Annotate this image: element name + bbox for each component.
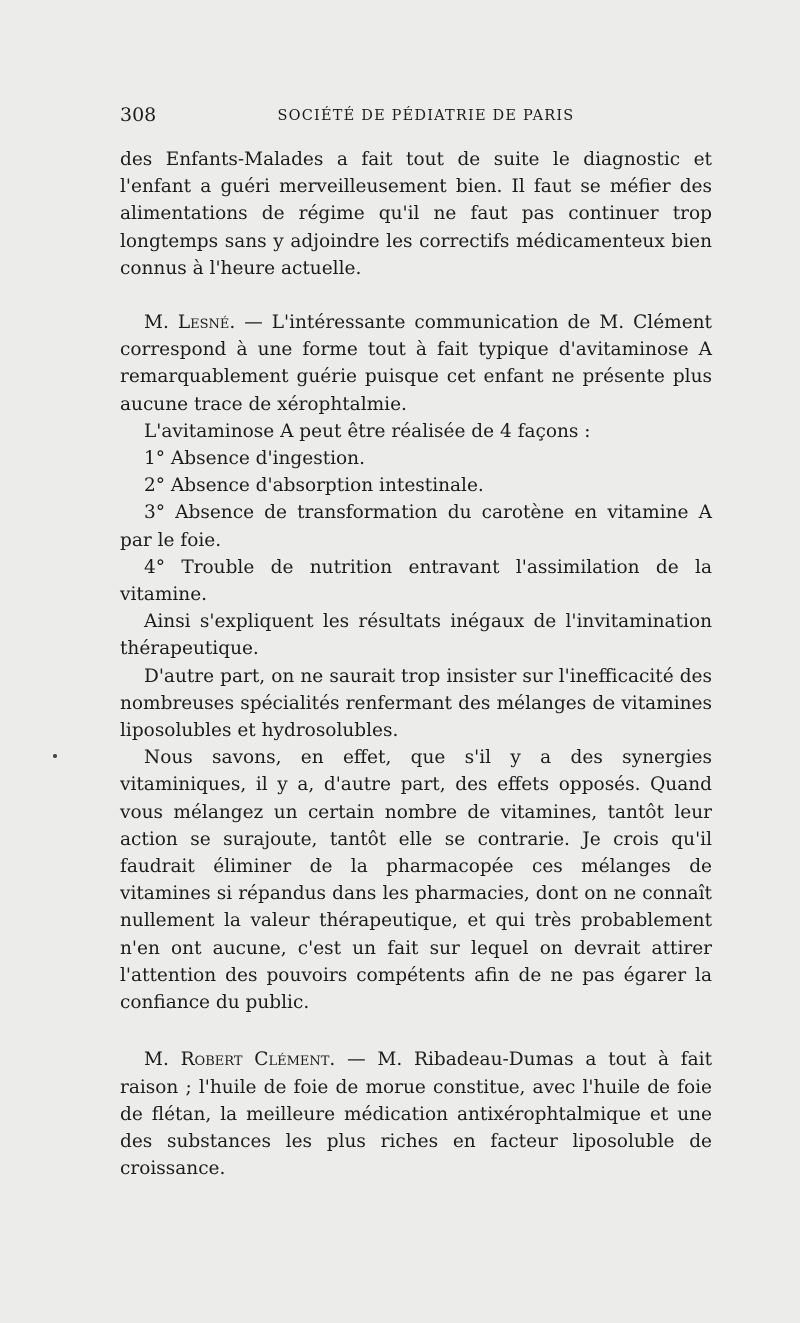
body-text (120, 146, 712, 1182)
paragraph: L'avitaminose A peut être réalisée de 4 façons : (144, 420, 591, 442)
paragraph: D'autre part, on ne saurait trop insister sur l'inefficacité des nombreuses spécialités renfermant des mélanges de vitamines liposolubles et hydrosolubles. (120, 665, 712, 742)
paragraph-text: — M. Ribadeau-Dumas a tout à fait raison ; l'huile de foie de morue constitue, avec l'huile de foie de flétan, la meilleure médication antixérophtalmique et une des substances les plus riches en facteur liposoluble de croissance. (120, 1049, 713, 1180)
running-title: SOCIÉTÉ DE PÉDIATRIE DE PARIS (277, 108, 575, 124)
page-number: 308 (120, 104, 157, 126)
list-item: 4° Trouble de nutrition entravant l'assimilation de la vitamine. (120, 556, 712, 606)
paragraph: Ainsi s'expliquent les résultats inégaux de l'invitamination thérapeutique. (120, 611, 712, 660)
paragraph-text: — L'intéressante communication de M. Clément correspond à une forme tout à fait typique d'avitaminose A remarquablement guérie puisque cet enfant ne présente plus aucune trace de xérophtalmie. (120, 312, 712, 415)
paragraph (120, 1046, 712, 1182)
margin-dot (53, 754, 57, 758)
speaker-name: M. Robert Clément. (144, 1049, 336, 1071)
list-item: 1° Absence d'ingestion. (144, 448, 365, 470)
list-item: 2° Absence d'absorption intestinale. (144, 475, 484, 497)
paragraph: Nous savons, en effet, que s'il y a des synergies vitaminiques, il y a, d'autre part, des effets opposés. Quand vous mélangez un certain nombre de vitamines, tantôt leur action se surajoute, tantôt elle se contrarie. Je crois qu'il faudrait éliminer de la pharmacopée ces mélanges de vitamines si répandus dans les pharmacies, dont on ne connaît nullement la valeur thérapeutique, et qui très probablement n'en ont aucune, c'est un fait sur lequel on devrait attirer l'attention des pouvoirs compétents afin de ne pas égarer la confiance du public. (120, 747, 712, 1014)
paragraph: des Enfants-Malades a fait tout de suite le diagnostic et l'enfant a guéri merveilleusement bien. Il faut se méfier des alimentations de régime qu'il ne faut pas continuer trop longtemps sans y adjoindre les correctifs médicamenteux bien connus à l'heure actuelle. (120, 149, 712, 279)
speaker-name: M. Lesné. (144, 312, 236, 334)
list-item: 3° Absence de transformation du carotène en vitamine A par le foie. (120, 502, 712, 551)
paragraph (120, 309, 712, 418)
page-header (120, 104, 712, 130)
